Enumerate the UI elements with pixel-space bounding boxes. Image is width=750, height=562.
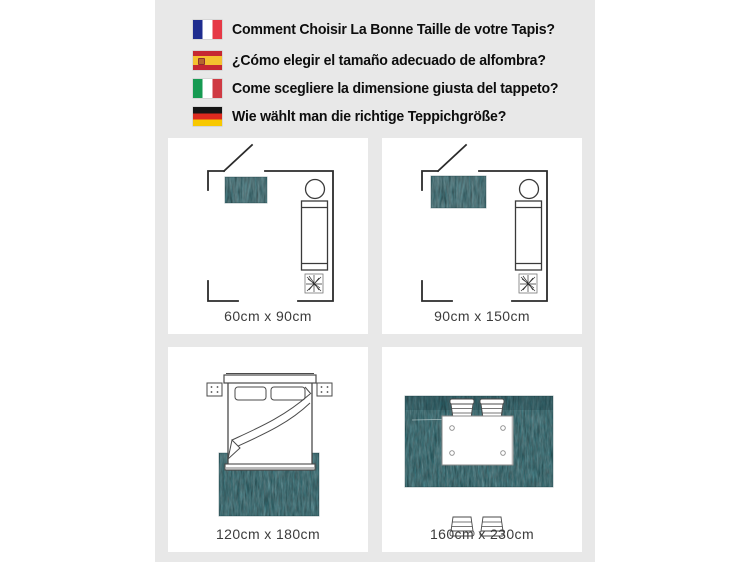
bed-icon xyxy=(302,201,328,270)
bedroom-floorplan-small-rug xyxy=(168,138,368,334)
nightstand-right-icon xyxy=(317,383,332,396)
rug-illustration xyxy=(431,176,486,208)
header-title-french: Comment Choisir La Bonne Taille de votre Tapis? xyxy=(232,20,555,38)
rug-size-label: 160cm x 230cm xyxy=(429,526,535,542)
side-table-icon xyxy=(520,180,539,199)
flag-italy-icon xyxy=(193,79,222,98)
panel-rug-160x230 xyxy=(382,347,582,552)
side-table-icon xyxy=(306,180,325,199)
header-title-italian: Come scegliere la dimensione giusta del tappeto? xyxy=(232,79,559,97)
flag-france-icon xyxy=(193,20,222,39)
chair-top-left-icon xyxy=(450,399,474,418)
nightstand-left-icon xyxy=(207,383,222,396)
bed-top-view-rug xyxy=(168,347,368,552)
rug-size-label: 60cm x 90cm xyxy=(224,308,312,324)
infographic-background xyxy=(155,0,595,562)
panel-rug-120x180 xyxy=(168,347,368,552)
header-title-german: Wie wählt man die richtige Teppichgröße? xyxy=(232,107,507,125)
panel-rug-90x150 xyxy=(382,138,582,334)
header-row-french xyxy=(193,19,575,39)
bed-icon xyxy=(516,201,542,270)
dining-table-on-rug xyxy=(382,347,582,552)
plant-icon xyxy=(519,274,537,293)
flag-germany-icon xyxy=(193,107,222,126)
rug-size-label: 120cm x 180cm xyxy=(215,526,321,542)
dining-table-icon xyxy=(442,416,513,465)
panel-rug-60x90 xyxy=(168,138,368,334)
plant-icon xyxy=(305,274,323,293)
bed-icon xyxy=(224,374,316,471)
header-row-spanish xyxy=(193,50,566,70)
header-row-german xyxy=(193,106,524,126)
header-title-spanish: ¿Cómo elegir el tamaño adecuado de alfombra? xyxy=(232,51,546,69)
flag-spain-icon xyxy=(193,51,222,70)
chair-top-right-icon xyxy=(480,399,504,418)
rug-size-label: 90cm x 150cm xyxy=(434,308,530,324)
bedroom-floorplan-medium-rug xyxy=(382,138,582,334)
header-row-italian xyxy=(193,78,579,98)
rug-illustration xyxy=(225,177,267,203)
